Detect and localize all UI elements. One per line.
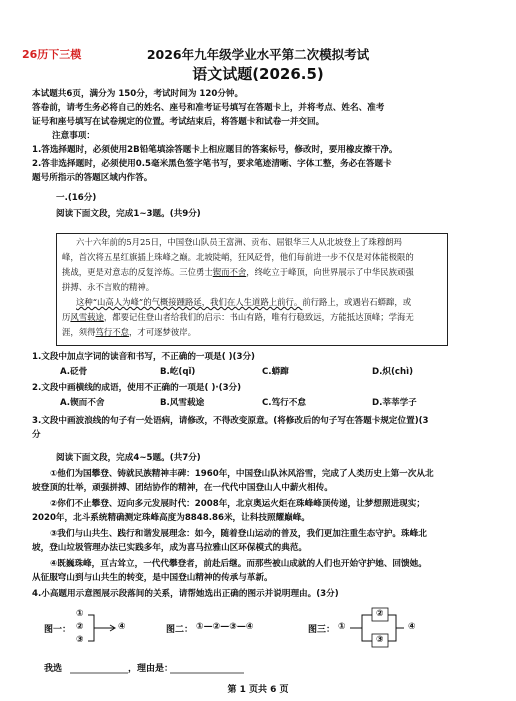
diagram-1-node: ②: [76, 622, 84, 632]
diagram-3-label: 图三：: [308, 625, 336, 635]
diagram-1-label: 图一：: [44, 625, 72, 635]
notice-2b: 题号所指示的答题区域内作答。: [32, 173, 153, 183]
exam-title: 2026年九年级学业水平第二次模拟考试: [146, 47, 370, 62]
passage-line: 涯，须得笃行不怠，才可逐梦彼岸。: [62, 327, 196, 337]
question-2: 2.文段中画横线的成语，使用不正确的一项是( )·(3分): [32, 383, 242, 393]
diagram-2-chain: ①—②—③—④: [196, 622, 254, 632]
reading2-instruction: 阅读下面文段，完成4~5题。(共7分): [56, 453, 201, 463]
question-3: 3.文段中画波浪线的句子有一处语病，请修改，不得改变原意。(将修改后的句子写在答题卡规定位置)(3: [32, 416, 429, 426]
q2-option-c: C.笃行不怠: [262, 398, 306, 408]
question-4: 4.小高题用示意图展示段落间的关系，请帮她选出正确的图示并说明理由。(3分): [32, 589, 339, 599]
paragraph-3: ③我们与山共生、践行和谐发展理念：如今，随着登山运动的普及，我们更加注重生态守护。珠峰北: [50, 529, 427, 539]
exam-subtitle: 语文试题(2026.5): [192, 65, 324, 83]
q2-option-a: A.锲而不舍: [60, 398, 105, 408]
paragraph-1: ①他们为国攀登、铸就民族精神丰碑：1960年，中国登山队沐风浴雪，完成了人类历史上第一次从北: [50, 469, 434, 479]
diagram-3-node: ④: [408, 622, 416, 632]
passage-line: 挑战，更是对意志的反复淬炼。三位勇士锲而不舍，终屹立于峰顶，向世界展示了中华民族顽强: [62, 267, 414, 277]
section-one: 一.(16分): [56, 193, 97, 203]
info-line-2: 答卷前，请考生务必将自己的姓名、座号和准考证号填写在答题卡上，并将考点、姓名、准考: [32, 103, 385, 113]
notice-heading: 注意事项：: [52, 131, 95, 141]
question-1: 1.文段中加点字词的读音和书写，不正确的一项是( )(3分): [32, 352, 255, 362]
q2-option-d: D.莘莘学子: [372, 398, 417, 408]
diagram-1-node: ④: [118, 622, 126, 632]
underlined-idiom: 笃行不怠: [95, 327, 129, 337]
notice-2a: 2.答非选择题时，必须使用0.5毫米黑色签字笔书写，要求笔迹清晰、字体工整，务必在答题卡: [32, 159, 392, 169]
paragraph-2: ②你们不止攀登、迈向多元发展时代：2008年，北京奥运火炬在珠峰峰顶传递，让梦想照进现实；: [50, 499, 425, 509]
info-line-1: 本试题共6页，满分为 150分，考试时间为 120分钟。: [32, 89, 244, 99]
paragraph-4b: 从征服穹山到与山共生的转变，是中国登山精神的传承与革新。: [32, 573, 273, 583]
diagram-3-node: ②: [376, 609, 384, 619]
paragraph-1b: 坡登顶的壮举，顽强拼搏、团结协作的精神，在一代代中国登山人中薪火相传。: [32, 483, 333, 493]
answer-choose: 我选: [44, 664, 63, 674]
q1-option-b: B.屹(qǐ): [160, 367, 196, 377]
diagram-2-label: 图二：: [166, 625, 194, 635]
passage-line: 峰，首次将五星红旗插上珠峰之巅。北坡陡峭，狂风砭骨，他们每前进一步不仅是对体能极限的: [62, 252, 414, 262]
diagram-3-node: ①: [338, 622, 346, 632]
passage-line: 六十六年前的5月25日，中国登山队员王富洲、贡布、屈银华三人从北坡登上了珠穆朗玛: [76, 237, 402, 247]
passage-line: 拼搏、永不言败的精神。: [62, 282, 155, 292]
q2-option-b: B.风雪载途: [160, 398, 205, 408]
q1-option-d: D.炽(chì): [372, 367, 414, 377]
underlined-idiom: 风雪载途: [70, 312, 104, 322]
passage-line: 历风雪载途，都要记住登山者给我们的启示：书山有路，唯有行稳致远，方能抵达顶峰；学海无: [62, 312, 414, 322]
diagram-1-node: ①: [76, 609, 84, 619]
reading1-instruction: 阅读下面文段，完成1~3题。(共9分): [56, 209, 201, 219]
q1-option-c: C.蟒蹿: [262, 367, 289, 377]
q1-option-a: A.砭骨: [60, 367, 88, 377]
paragraph-3b: 坡，登山垃圾管理办法已实践多年，成为喜马拉雅山区环保模式的典范。: [32, 543, 308, 553]
question-3-cont: 分: [32, 430, 41, 440]
diagram-3-node: ③: [376, 635, 384, 645]
diagram-1-node: ③: [76, 635, 84, 645]
paragraph-4: ④既巍珠峰，亘古耸立，一代代攀登者，前赴后继。而那些被山成就的人们也开始守护她、回馈她。: [50, 559, 427, 569]
exam-tag: 26历下三模: [22, 48, 82, 61]
wavy-sentence: 这种“山高人为峰”的气概接踵路延，我们在人生道路上前行。: [76, 297, 303, 307]
notice-1: 1.答选择题时，必须使用2B铅笔填涂答题卡上相应题目的答案标号，修改时，要用橡皮擦干净。: [32, 145, 398, 155]
page-footer: 第 1 页共 6 页: [227, 685, 289, 695]
paragraph-2b: 2020年，北斗系统精确测定珠峰高度为8848.86米，让科技照耀巅峰。: [32, 513, 310, 523]
passage-line: 这种“山高人为峰”的气概接踵路延，我们在人生道路上前行。前行路上，或遇岩石蟒蹿，或: [76, 297, 412, 307]
info-line-3: 证号和座号填写在试卷规定的位置。考试结束后，将答题卡和试卷一并交回。: [32, 117, 325, 127]
underlined-idiom: 锲而不舍: [212, 267, 247, 277]
answer-reason: ，理由是：: [128, 664, 174, 674]
